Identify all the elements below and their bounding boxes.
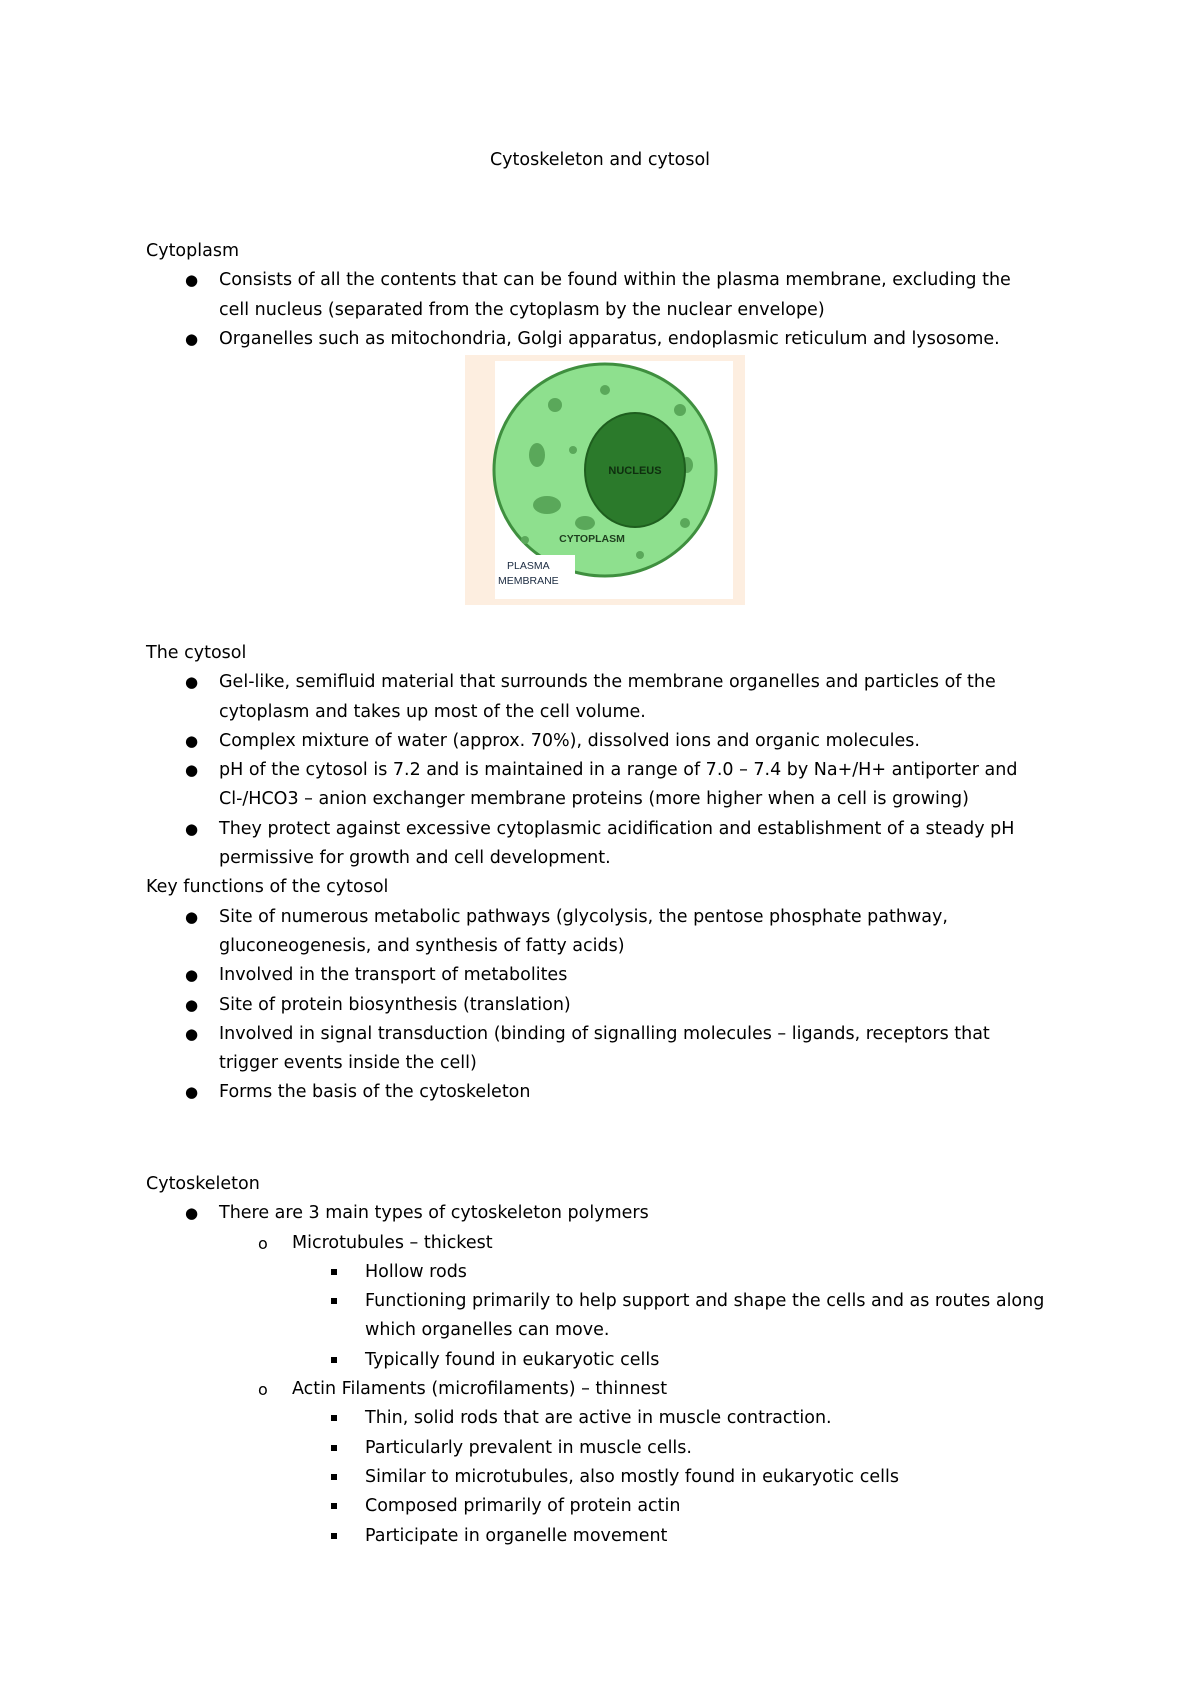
sub-bullet-marker: o: [258, 1380, 268, 1400]
cytoskeleton-list: [146, 1199, 1046, 1551]
list-item: ● Organelles such as mitochondria, Golgi apparatus, endoplasmic reticulum and lysosome.: [146, 325, 1046, 354]
cytoplasm-label: CYTOPLASM: [559, 533, 625, 545]
list-item: ● Gel-like, semifluid material that surrounds the membrane organelles and particles of the cytoplasm and takes up most of the cell volume.: [146, 668, 1046, 727]
cytoskeleton-section: [146, 1170, 1046, 1551]
list-item: Similar to microtubules, also mostly found in eukaryotic cells: [146, 1463, 1046, 1492]
organelle-dot: [533, 496, 561, 514]
bullet-icon: ●: [185, 271, 199, 290]
square-bullet-icon: [331, 1269, 337, 1275]
organelle-dot: [575, 516, 595, 530]
square-bullet-icon: [331, 1503, 337, 1509]
list-item: ● Consists of all the contents that can be found within the plasma membrane, excluding the cell nucleus (separated from the cytoplasm by the nuclear envelope): [146, 266, 1046, 325]
organelle-dot: [674, 404, 686, 416]
organelle-dot: [680, 518, 690, 528]
list-item: ● They protect against excessive cytoplasmic acidification and establishment of a steady pH permissive for growth and cell development.: [146, 815, 1046, 874]
cytoplasm-heading: Cytoplasm: [146, 241, 240, 261]
bullet-icon: ●: [185, 819, 199, 838]
list-item: ● There are 3 main types of cytoskeleton polymers o Microtubules – thickest Hollow rods Functioning primarily to help support and shape the cells and as routes along which organelles can move. Typically found in eukaryotic cells o Actin Filaments (microfilaments) – thinnest Thin, solid rods that are active in muscle contraction. Particularly prevalent in muscle cells. Similar to microtubules, also mostly found in eukaryotic cells Composed primarily of protein actin Participate in organelle movement: [146, 1199, 1046, 1551]
square-bullet-icon: [331, 1415, 337, 1421]
list-item: Hollow rods: [146, 1258, 1046, 1287]
organelle-dot: [548, 398, 562, 412]
list-item: Thin, solid rods that are active in muscle contraction.: [146, 1404, 1046, 1433]
list-item: ● Site of protein biosynthesis (translation): [146, 991, 1046, 1020]
bullet-icon: ●: [185, 907, 199, 926]
cytoplasm-section: [146, 237, 1046, 354]
bullet-icon: ●: [185, 966, 199, 985]
bullet-icon: ●: [185, 329, 199, 348]
list-item: ● Involved in signal transduction (binding of signalling molecules – ligands, receptors that trigger events inside the cell): [146, 1020, 1046, 1079]
bullet-icon: ●: [185, 761, 199, 780]
list-item: Particularly prevalent in muscle cells.: [146, 1434, 1046, 1463]
list-item: Composed primarily of protein actin: [146, 1492, 1046, 1521]
actin-filaments-points: [292, 1404, 1046, 1550]
cell-diagram-svg: [465, 355, 745, 605]
polymer-type-microtubules: o Microtubules – thickest Hollow rods Functioning primarily to help support and shape the cells and as routes along which organelles can move. Typically found in eukaryotic cells: [146, 1229, 1046, 1375]
polymer-types-list: [219, 1229, 1046, 1551]
list-item: Participate in organelle movement: [146, 1522, 1046, 1551]
page-title: Cytoskeleton and cytosol: [489, 150, 711, 170]
list-item: ● Site of numerous metabolic pathways (glycolysis, the pentose phosphate pathway, gluconeogenesis, and synthesis of fatty acids): [146, 903, 1046, 962]
bullet-icon: ●: [185, 1024, 199, 1043]
cytosol-heading: The cytosol: [146, 643, 247, 663]
organelle-dot: [569, 446, 577, 454]
bullet-icon: ●: [185, 1083, 199, 1102]
organelle-dot: [529, 443, 545, 467]
square-bullet-icon: [331, 1445, 337, 1451]
square-bullet-icon: [331, 1357, 337, 1363]
cytoskeleton-heading: Cytoskeleton: [146, 1174, 260, 1194]
cytosol-section: [146, 639, 1046, 1108]
key-functions-heading: Key functions of the cytosol: [146, 877, 389, 898]
bullet-icon: ●: [185, 995, 199, 1014]
bullet-icon: ●: [185, 673, 199, 692]
bullet-icon: ●: [185, 731, 199, 750]
list-item: Typically found in eukaryotic cells: [146, 1346, 1046, 1375]
square-bullet-icon: [331, 1474, 337, 1480]
membrane-label-line1: PLASMA: [507, 560, 550, 572]
cytosol-list: [146, 668, 1046, 873]
list-item: ● Involved in the transport of metabolites: [146, 961, 1046, 990]
square-bullet-icon: [331, 1533, 337, 1539]
cytoplasm-list: [146, 266, 1046, 354]
list-item: ● pH of the cytosol is 7.2 and is maintained in a range of 7.0 – 7.4 by Na+/H+ antiporter and Cl-/HCO3 – anion exchanger membrane proteins (more higher when a cell is growing): [146, 756, 1046, 815]
bullet-icon: ●: [185, 1204, 199, 1223]
polymer-type-actin-filaments: o Actin Filaments (microfilaments) – thinnest Thin, solid rods that are active in muscle contraction. Particularly prevalent in muscle cells. Similar to microtubules, also mostly found in eukaryotic cells Composed primarily of protein actin Participate in organelle movement: [146, 1375, 1046, 1551]
list-item: ● Forms the basis of the cytoskeleton: [146, 1078, 1046, 1107]
microtubules-points: [292, 1258, 1046, 1375]
list-item: Functioning primarily to help support and shape the cells and as routes along which organelles can move.: [146, 1287, 1046, 1346]
cell-diagram: [465, 355, 745, 605]
organelle-dot: [521, 536, 529, 544]
square-bullet-icon: [331, 1298, 337, 1304]
organelle-dot: [636, 551, 644, 559]
sub-bullet-marker: o: [258, 1233, 268, 1253]
membrane-label-line2: MEMBRANE: [498, 575, 559, 587]
nucleus-label: NUCLEUS: [608, 465, 662, 477]
organelle-dot: [600, 385, 610, 395]
key-functions-list: [146, 903, 1046, 1108]
list-item: ● Complex mixture of water (approx. 70%), dissolved ions and organic molecules.: [146, 727, 1046, 756]
